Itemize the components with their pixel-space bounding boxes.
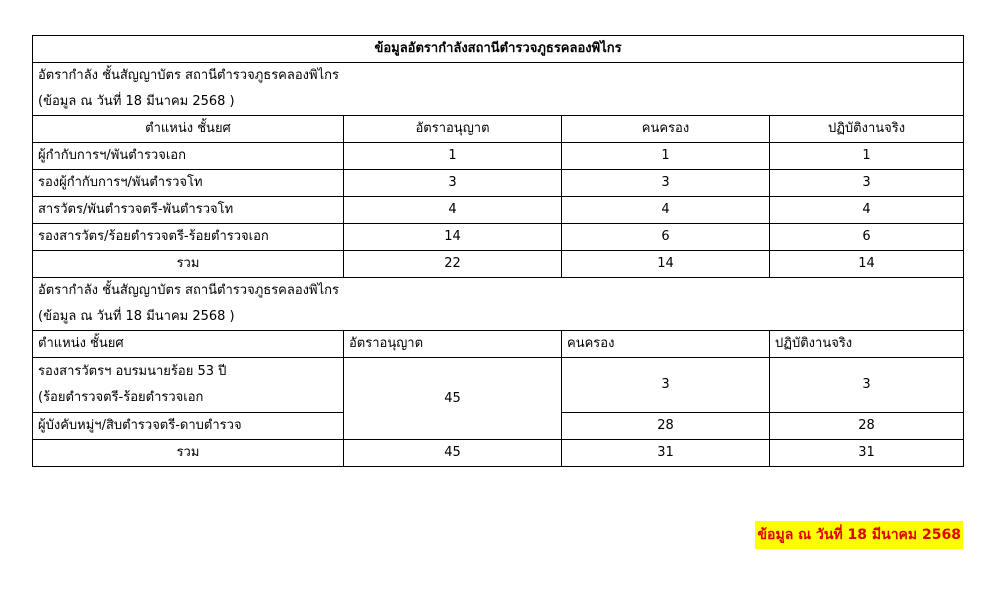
shared-allowed: 45 [344,358,562,440]
header-working: ปฏิบัติงานจริง [770,116,964,143]
section2-total-row [33,440,964,467]
row-position-line1: รองสารวัตรฯ อบรมนายร้อย 53 ปี [38,364,227,379]
total-label: รวม [33,251,344,278]
table-row [33,143,964,170]
header-allowed: อัตราอนุญาต [344,331,562,358]
row-holders: 4 [562,197,770,224]
header-position: ตำแหน่ง ชั้นยศ [33,331,344,358]
row-position: ผู้กำกับการฯ/พันตำรวจเอก [33,143,344,170]
section2-heading-cell [33,278,964,331]
row-holders: 3 [562,170,770,197]
row-position: รองผู้กำกับการฯ/พันตำรวจโท [33,170,344,197]
total-working: 14 [770,251,964,278]
data-date-note: ข้อมูล ณ วันที่ 18 มีนาคม 2568 [755,521,963,549]
staffing-table [32,35,964,467]
row-position: ผู้บังคับหมู่ฯ/สิบตำรวจตรี-ดาบตำรวจ [33,413,344,440]
section1-date: (ข้อมูล ณ วันที่ 18 มีนาคม 2568 ) [38,94,235,109]
title-row [33,36,964,63]
table-row [33,224,964,251]
section2-date: (ข้อมูล ณ วันที่ 18 มีนาคม 2568 ) [38,309,235,324]
section1-total-row [33,251,964,278]
section1-header-row [33,116,964,143]
row-position-line2: (ร้อยตำรวจตรี-ร้อยตำรวจเอก [38,390,204,405]
row-position: สารวัตร/พันตำรวจตรี-พันตำรวจโท [33,197,344,224]
section2-header-row [33,331,964,358]
total-allowed: 22 [344,251,562,278]
section1-heading-row [33,63,964,116]
row-position-multiline [33,358,344,413]
total-label: รวม [33,440,344,467]
table-row [33,170,964,197]
header-working: ปฏิบัติงานจริง [770,331,964,358]
row-working: 28 [770,413,964,440]
section1-heading-cell [33,63,964,116]
total-holders: 14 [562,251,770,278]
row-working: 4 [770,197,964,224]
row-working: 1 [770,143,964,170]
header-position: ตำแหน่ง ชั้นยศ [33,116,344,143]
row-position: รองสารวัตร/ร้อยตำรวจตรี-ร้อยตำรวจเอก [33,224,344,251]
row-holders: 6 [562,224,770,251]
header-holders: คนครอง [562,116,770,143]
row-allowed: 4 [344,197,562,224]
row-allowed: 1 [344,143,562,170]
row-allowed: 3 [344,170,562,197]
section2-heading-row [33,278,964,331]
total-holders: 31 [562,440,770,467]
total-working: 31 [770,440,964,467]
header-holders: คนครอง [562,331,770,358]
row-holders: 1 [562,143,770,170]
table-row [33,358,964,413]
row-holders: 3 [562,358,770,413]
header-allowed: อัตราอนุญาต [344,116,562,143]
total-allowed: 45 [344,440,562,467]
table-row [33,197,964,224]
table-title: ข้อมูลอัตรากำลังสถานีตำรวจภูธรคลองพิไกร [33,36,964,63]
row-working: 3 [770,170,964,197]
section2-heading: อัตรากำลัง ชั้นสัญญาบัตร สถานีตำรวจภูธรคลองพิไกร [38,283,339,298]
row-working: 6 [770,224,964,251]
row-working: 3 [770,358,964,413]
section1-heading: อัตรากำลัง ชั้นสัญญาบัตร สถานีตำรวจภูธรคลองพิไกร [38,68,339,83]
row-allowed: 14 [344,224,562,251]
row-holders: 28 [562,413,770,440]
